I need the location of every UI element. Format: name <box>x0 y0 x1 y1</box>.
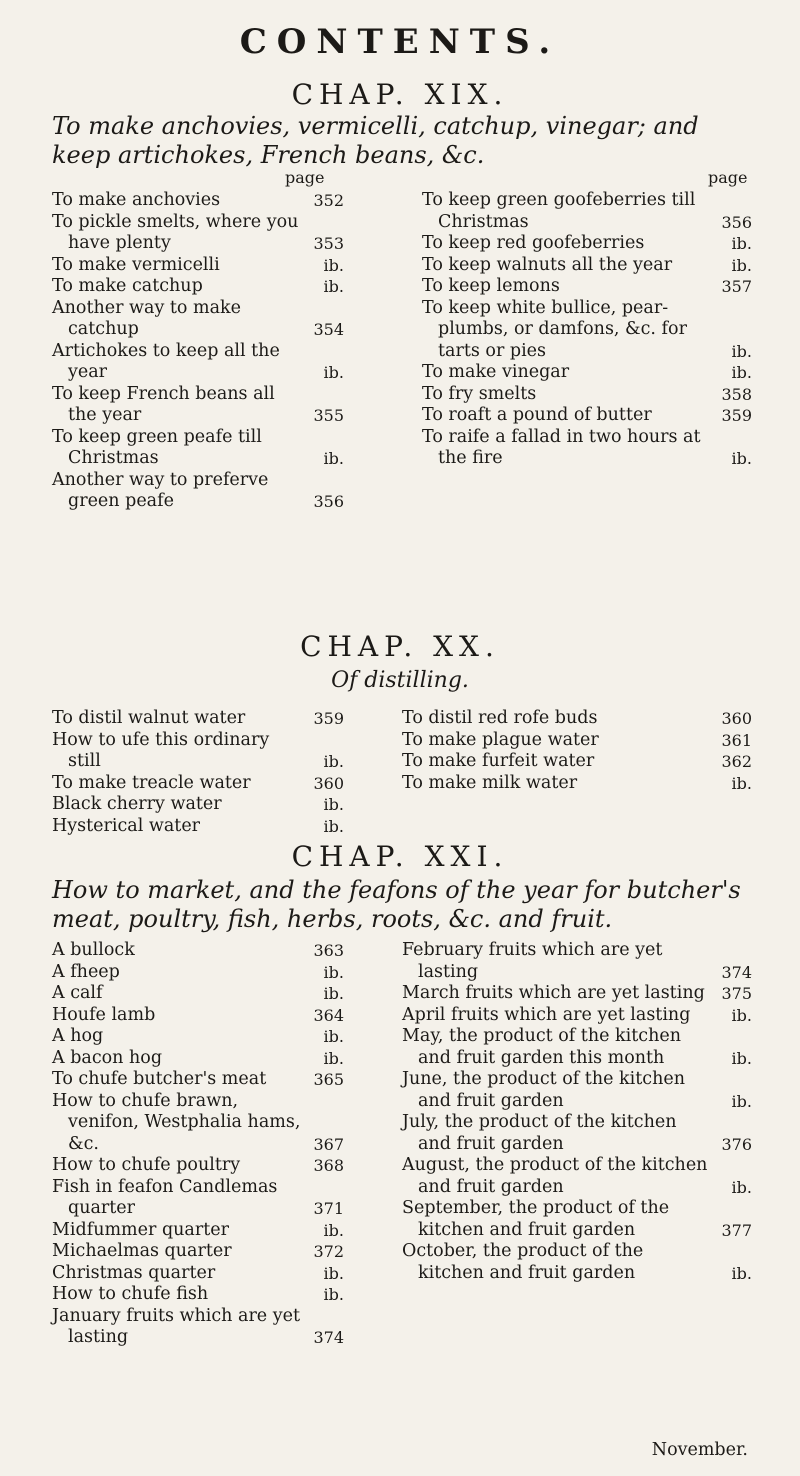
toc-entry <box>52 298 344 341</box>
toc-entry <box>52 1091 344 1156</box>
toc-entry-title: To raife a fallad in two hours at the fire <box>422 426 701 468</box>
chap20-heading: CHAP. XX. <box>300 630 500 663</box>
toc-entry-page: 376 <box>721 1134 752 1154</box>
toc-entry-page: ib. <box>323 1027 344 1046</box>
toc-entry-page: 357 <box>721 277 752 296</box>
toc-entry-page: ib. <box>731 449 752 468</box>
toc-entry-title: To keep lemons <box>422 276 560 296</box>
toc-entry <box>52 1155 344 1177</box>
toc-entry <box>52 341 344 384</box>
toc-entry-title: Houfe lamb <box>52 1004 156 1025</box>
chap21-title-line2: meat, poultry, fish, herbs, roots, &c. and fruit. <box>52 905 613 933</box>
toc-entry <box>402 708 752 730</box>
toc-entry <box>402 1198 752 1241</box>
toc-entry-title: A bacon hog <box>52 1047 163 1068</box>
toc-entry-title: Christmas quarter <box>52 1262 216 1283</box>
toc-entry <box>402 1241 752 1284</box>
chap21-title <box>52 876 752 934</box>
toc-entry <box>402 730 752 752</box>
toc-entry <box>422 233 752 255</box>
chap19-heading: CHAP. XIX. <box>291 78 509 111</box>
toc-entry <box>52 1263 344 1285</box>
toc-entry-page: 360 <box>721 709 752 728</box>
page-label-left: page <box>285 168 325 187</box>
catchword: November. <box>651 1440 748 1460</box>
toc-entry-title: To make milk water <box>402 772 578 793</box>
toc-entry <box>52 1177 344 1220</box>
toc-entry-title: To make furfeit water <box>402 751 595 771</box>
toc-entry-page: 355 <box>313 406 344 425</box>
toc-entry-title: To roaft a pound of butter <box>422 405 652 425</box>
chap21-right-column <box>402 940 752 1284</box>
toc-entry-title: How to ufe this ordinary still <box>52 729 270 771</box>
toc-entry-title: To keep red goofeberries <box>422 233 645 253</box>
toc-entry <box>52 983 344 1005</box>
toc-entry <box>52 708 344 730</box>
toc-entry-title: To keep green peafe till Christmas <box>52 426 262 468</box>
toc-entry-title: July, the product of the kitchen and fruit garden <box>402 1112 677 1154</box>
toc-entry-title: August, the product of the kitchen and fruit garden <box>402 1155 708 1197</box>
toc-entry-title: Another way to make catchup <box>52 297 242 339</box>
toc-entry <box>52 1026 344 1048</box>
toc-entry <box>52 255 344 277</box>
toc-entry-page: 356 <box>313 492 344 511</box>
toc-entry-title: To keep walnuts all the year <box>422 254 673 275</box>
toc-entry-page: ib. <box>323 1220 344 1240</box>
toc-entry-title: Midfummer quarter <box>52 1219 229 1240</box>
toc-entry <box>52 773 344 795</box>
toc-entry <box>422 405 752 427</box>
toc-entry-page: ib. <box>323 363 344 382</box>
toc-entry-page: 353 <box>313 234 344 253</box>
toc-entry-page: ib. <box>323 277 344 296</box>
toc-entry-title: A hog <box>52 1026 104 1046</box>
toc-entry-title: To make treacle water <box>52 772 251 793</box>
toc-entry-title: Hysterical water <box>52 815 201 836</box>
toc-entry <box>52 730 344 773</box>
toc-entry-title: To make catchup <box>52 276 203 296</box>
toc-entry <box>52 1048 344 1070</box>
toc-entry-title: September, the product of the kitchen and fruit garden <box>402 1198 670 1240</box>
toc-entry <box>52 1284 344 1306</box>
toc-entry <box>52 190 344 212</box>
toc-entry-page: ib. <box>731 1091 752 1111</box>
toc-entry-page: 352 <box>313 191 344 210</box>
toc-entry <box>402 1005 752 1027</box>
toc-entry <box>422 190 752 233</box>
toc-entry-title: To make vermicelli <box>52 254 220 275</box>
toc-entry <box>52 276 344 298</box>
toc-entry <box>52 794 344 816</box>
toc-entry-title: To keep green goofeberries till Christmas <box>422 190 696 232</box>
toc-entry-title: Black cherry water <box>52 794 222 814</box>
toc-entry <box>52 1306 344 1349</box>
toc-entry-title: To fry smelts <box>422 383 537 404</box>
toc-entry <box>52 470 344 513</box>
chap19-title-line1: To make anchovies, vermicelli, catchup, vinegar; and <box>52 112 699 140</box>
toc-entry-title: October, the product of the kitchen and fruit garden <box>402 1241 644 1283</box>
toc-entry-title: A fheep <box>52 961 120 982</box>
toc-entry-page: ib. <box>323 255 344 275</box>
toc-entry <box>52 816 344 838</box>
toc-entry-title: To distil red rofe buds <box>402 708 598 728</box>
chap19-title <box>52 112 752 170</box>
toc-entry-page: 374 <box>313 1328 344 1347</box>
toc-entry-page: ib. <box>731 341 752 361</box>
toc-entry <box>52 1005 344 1027</box>
toc-entry-page: 365 <box>313 1070 344 1089</box>
toc-entry <box>402 1155 752 1198</box>
toc-entry-title: Another way to preferve green peafe <box>52 469 269 511</box>
toc-entry-page: ib. <box>731 234 752 253</box>
toc-entry-page: ib. <box>731 1263 752 1283</box>
toc-entry-page: ib. <box>731 1005 752 1025</box>
chap20-left-column <box>52 708 344 837</box>
running-head: CONTENTS. <box>239 22 561 62</box>
toc-entry-title: How to chufe poultry <box>52 1155 241 1175</box>
toc-entry <box>402 751 752 773</box>
toc-entry-page: 360 <box>313 773 344 793</box>
toc-entry-page: 362 <box>721 752 752 771</box>
chap19-title-line2: keep artichokes, French beans, &c. <box>52 141 485 169</box>
toc-entry <box>52 212 344 255</box>
toc-entry <box>52 1220 344 1242</box>
toc-entry-page: ib. <box>323 1285 344 1304</box>
chap20-right-column <box>402 708 752 794</box>
toc-entry <box>422 276 752 298</box>
toc-entry <box>402 1069 752 1112</box>
toc-entry <box>52 384 344 427</box>
toc-entry-title: To distil walnut water <box>52 708 246 728</box>
toc-entry <box>52 1241 344 1263</box>
toc-entry-page: ib. <box>323 1048 344 1068</box>
toc-entry-title: A bullock <box>52 940 135 960</box>
toc-entry-title: How to chufe brawn, venifon, Westphalia hams, &c. <box>52 1090 301 1154</box>
toc-entry-title: To make anchovies <box>52 190 221 210</box>
toc-entry-title: To pickle smelts, where you have plenty <box>52 211 299 253</box>
toc-entry <box>422 255 752 277</box>
toc-entry-title: January fruits which are yet lasting <box>52 1305 300 1347</box>
toc-entry-page: 359 <box>721 406 752 425</box>
toc-entry-title: A calf <box>52 983 103 1003</box>
toc-entry-page: 368 <box>313 1156 344 1175</box>
toc-entry-page: 356 <box>721 212 752 232</box>
toc-entry-title: To make plague water <box>402 729 599 750</box>
toc-entry-page: 358 <box>721 384 752 404</box>
toc-entry-page: ib. <box>731 1177 752 1197</box>
toc-entry <box>422 427 752 470</box>
toc-entry <box>402 983 752 1005</box>
toc-entry-title: To keep white bullice, pear-plumbs, or damfons, &c. for tarts or pies <box>422 297 687 361</box>
toc-entry-page: 374 <box>721 962 752 982</box>
toc-entry-title: June, the product of the kitchen and fruit garden <box>402 1069 685 1111</box>
toc-entry-title: February fruits which are yet lasting <box>402 940 663 982</box>
toc-entry-page: 372 <box>313 1242 344 1261</box>
toc-entry-page: 377 <box>721 1220 752 1240</box>
toc-entry-page: ib. <box>323 795 344 814</box>
toc-entry-title: To make vinegar <box>422 362 570 382</box>
toc-entry <box>52 427 344 470</box>
toc-entry-page: 375 <box>721 984 752 1003</box>
toc-entry <box>402 773 752 795</box>
chap21-heading: CHAP. XXI. <box>291 840 509 873</box>
toc-entry <box>52 940 344 962</box>
toc-entry-page: ib. <box>323 984 344 1003</box>
toc-entry-page: 361 <box>721 730 752 750</box>
toc-entry-page: 363 <box>313 941 344 960</box>
toc-entry-page: 359 <box>313 709 344 728</box>
toc-entry-page: ib. <box>323 1263 344 1283</box>
toc-entry-title: April fruits which are yet lasting <box>402 1004 691 1025</box>
toc-entry-title: To chufe butcher's meat <box>52 1069 267 1089</box>
toc-entry <box>402 1026 752 1069</box>
toc-entry <box>402 940 752 983</box>
toc-entry-page: ib. <box>323 816 344 836</box>
toc-entry <box>52 962 344 984</box>
toc-entry-title: Artichokes to keep all the year <box>52 340 280 382</box>
toc-entry-title: How to chufe fish <box>52 1284 209 1304</box>
page-label-right: page <box>708 168 748 187</box>
toc-entry-page: ib. <box>731 773 752 793</box>
toc-entry-page: ib. <box>323 752 344 771</box>
toc-entry <box>422 362 752 384</box>
toc-entry-page: 364 <box>313 1005 344 1025</box>
toc-entry-page: 371 <box>313 1199 344 1218</box>
chap19-left-column <box>52 190 344 513</box>
toc-entry-page: ib. <box>323 962 344 982</box>
toc-entry-title: Michaelmas quarter <box>52 1241 232 1261</box>
toc-entry-title: Fish in feafon Candlemas quarter <box>52 1176 278 1218</box>
toc-entry <box>402 1112 752 1155</box>
toc-entry-page: 354 <box>313 320 344 339</box>
toc-entry-title: March fruits which are yet lasting <box>402 983 705 1003</box>
toc-entry <box>422 384 752 406</box>
toc-entry-title: To keep French beans all the year <box>52 383 275 425</box>
toc-entry-page: ib. <box>323 449 344 468</box>
toc-entry <box>52 1069 344 1091</box>
toc-entry <box>422 298 752 363</box>
chap20-title: Of distilling. <box>331 668 469 693</box>
toc-entry-page: ib. <box>731 1048 752 1068</box>
chap21-title-line1: How to market, and the feafons of the year for butcher's <box>52 876 741 904</box>
toc-entry-page: ib. <box>731 255 752 275</box>
chap19-right-column <box>422 190 752 470</box>
toc-entry-page: 367 <box>313 1134 344 1154</box>
toc-entry-title: May, the product of the kitchen and fruit garden this month <box>402 1026 681 1068</box>
chap21-left-column <box>52 940 344 1349</box>
toc-entry-page: ib. <box>731 363 752 382</box>
